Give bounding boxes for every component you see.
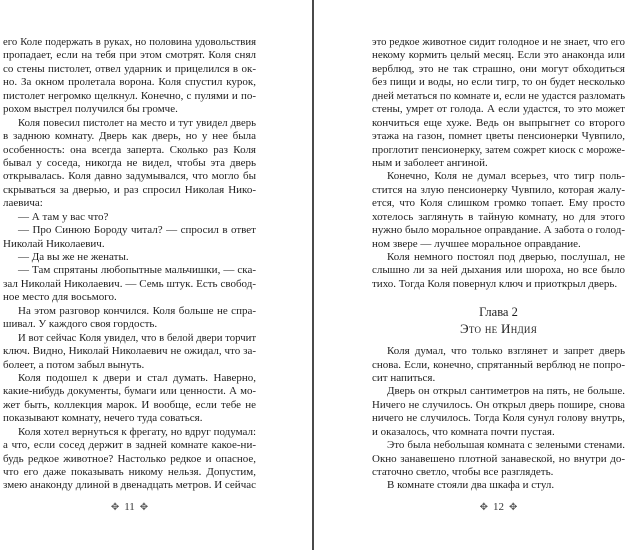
left-page-text [3, 36, 256, 493]
text-line: лаевича: [3, 197, 43, 210]
text-line: болеет, а потом забыл вынуть. [3, 358, 145, 371]
text-line: Коля повесил пистолет на место и тут увидел дверь [18, 116, 256, 129]
fleuron-icon: ✥ [139, 502, 149, 513]
text-line: — Про Синюю Бороду читал? — спросил в ответ [18, 224, 256, 237]
text-line: статочно светло, чтобы все разглядеть. [372, 466, 554, 479]
text-line: без пищи и воды, но если тигр, то он будет несколько [372, 76, 625, 89]
fleuron-icon: ✥ [479, 502, 488, 513]
text-line: стится на злую пенсионерку Чувпило, которая жалу- [372, 183, 625, 196]
text-line: некому кормить целый месяц. Если это анаконда или [372, 49, 625, 62]
text-line: шивал. У каждого своя гордость. [3, 318, 158, 331]
text-line: — А там у вас что? [18, 210, 109, 223]
text-line: Ничего не случилось. Он открыл дверь пошире, снова [372, 398, 625, 411]
text-line: ключ. Видно, Николай Николаевич не ожидал, что за- [3, 345, 256, 358]
text-line: стены, умрет от голода. А если удастся, то это может [372, 103, 625, 116]
text-line: сит напиться. [372, 371, 436, 384]
text-line: Окно занавешено плотной занавеской, но внутри до- [372, 452, 625, 465]
book-spine-divider [312, 0, 314, 550]
text-line: это редкое животное сидит голодное и не знает, что его [372, 36, 625, 48]
text-line: тихо. Тогда Коля повернул ключ и приоткрыл дверь. [372, 277, 618, 290]
text-line: пропадает, если на тебя при этом смотрят. Коля снял [3, 49, 256, 62]
page-number-text: 12 [493, 501, 504, 513]
text-line: открывалась. Коля давно задумывался, что могло бы [3, 170, 256, 183]
text-line: особенность: она всегда заперта. Сколько раз Коля [3, 143, 256, 156]
text-line: ном звере — лучшее моральное оправдание. [372, 237, 581, 250]
text-line: кончиться еще хуже. Ведь он выпрыгнет со второго [372, 116, 625, 129]
text-line: показывают комнату, нечего туда соваться. [3, 412, 203, 425]
right-page-text [372, 36, 625, 493]
text-line: скрываться за дверью, и раз спросил Николая Нико- [3, 183, 256, 196]
text-line: будь редкое животное? Настолько редкое и опасное, [3, 452, 256, 465]
text-line: какие-нибудь документы, бумаги или ценности. А мо- [3, 385, 256, 398]
page-number-text: 11 [124, 501, 135, 513]
text-line: слышно ли за ней дыхания или шороха, но все было [372, 264, 625, 277]
text-line: зал Николай Николаевич. — Семь штук. Есть свобод- [3, 277, 256, 290]
left-page-number [3, 500, 256, 515]
text-line: — Да вы же не женаты. [18, 251, 129, 263]
text-line: Коля подошел к двери и стал думать. Наверно, [18, 371, 256, 384]
right-page-number [372, 500, 625, 515]
text-line: пистолет негромко щелкнул. Конечно, с пулями и по- [3, 89, 256, 102]
text-block-after-chapter [372, 345, 625, 493]
chapter-number: Глава 2 [479, 305, 518, 320]
text-line: Коля думал, что только взглянет и запрет дверь [387, 345, 625, 358]
text-line: но. За окном пролетала ворона. Коля спустил курок, [3, 76, 256, 89]
text-line: дней метаться по комнате и, если не удастся разломать [372, 89, 626, 102]
chapter-heading [372, 291, 625, 345]
text-line: проглотит пенсионерку, затем сожрет киоск с мороже- [372, 143, 625, 156]
text-line: — Там спрятаны любопытные мальчишки, — ска- [18, 264, 256, 277]
text-line: а что, если сосед держит в задней комнате какое-ни- [3, 439, 256, 452]
text-line: в заднюю комнату. Дверь как дверь, но у нее была [3, 130, 256, 143]
text-line: этажа на газон, помнет цветы пенсионерки Чувпило, [372, 130, 625, 143]
text-line: Коля немного постоял под дверью, послушал, не [387, 251, 625, 263]
text-line: жет быть, коллекция марок. И вообще, если тебе не [3, 398, 256, 411]
text-line: хотелось заглянуть в тайную комнату, но для этого [372, 210, 625, 223]
text-line: снова. Если, конечно, спрятанный верблюд не попро- [372, 358, 625, 371]
text-line: ное место для восьмого. [3, 291, 117, 304]
text-line: его Коле подержать в руках, но половина удовольствия [3, 36, 256, 48]
text-line: нужно было моральное оправдание. А забота о голод- [372, 224, 625, 237]
chapter-title: Это не Индия [459, 321, 538, 337]
text-line: На этом разговор кончился. Коля больше не спра- [18, 304, 256, 317]
text-line: верблюд, это не так страшно, они могут обходиться [372, 62, 625, 75]
text-line: со стены пистолет, отвел ударник и прицелился в ок- [3, 62, 256, 75]
text-line: И вот сейчас Коля увидел, что в белой двери торчит [18, 331, 256, 344]
text-line: Конечно, Коля не думал всерьез, что тигр поль- [387, 170, 625, 183]
text-line: и оказалось, что комната почти пустая. [372, 425, 555, 438]
text-line: В комнате стояли два шкафа и стул. [387, 479, 555, 492]
text-line: Коля хотел вернуться к фрегату, но вдруг подумал: [18, 425, 256, 438]
text-line: рохом выстрел получился бы громче. [3, 103, 178, 116]
text-line: ничего не случилось. Тогда Коля сунул голову внутрь, [372, 412, 625, 425]
text-line: ным и заболеет ангиной. [372, 156, 488, 169]
text-line: Николай Николаевич. [3, 237, 105, 250]
text-line: Это была небольшая комната с зелеными стенами. [387, 439, 625, 452]
text-line: что его даже показывать никому нельзя. Допустим, [3, 466, 256, 478]
fleuron-icon: ✥ [509, 502, 518, 513]
text-line: ется, что Коля слишком громко топает. Ему просто [372, 197, 625, 210]
fleuron-icon: ✥ [110, 502, 120, 513]
text-line: змею анаконду длиной в двенадцать метров. И сейчас [3, 479, 256, 492]
text-block-before-chapter [372, 36, 625, 291]
text-line: бывал у соседа, никогда не видел, чтобы эта дверь [3, 156, 256, 169]
text-line: Дверь он открыл сантиметров на пять, не больше. [387, 385, 625, 398]
